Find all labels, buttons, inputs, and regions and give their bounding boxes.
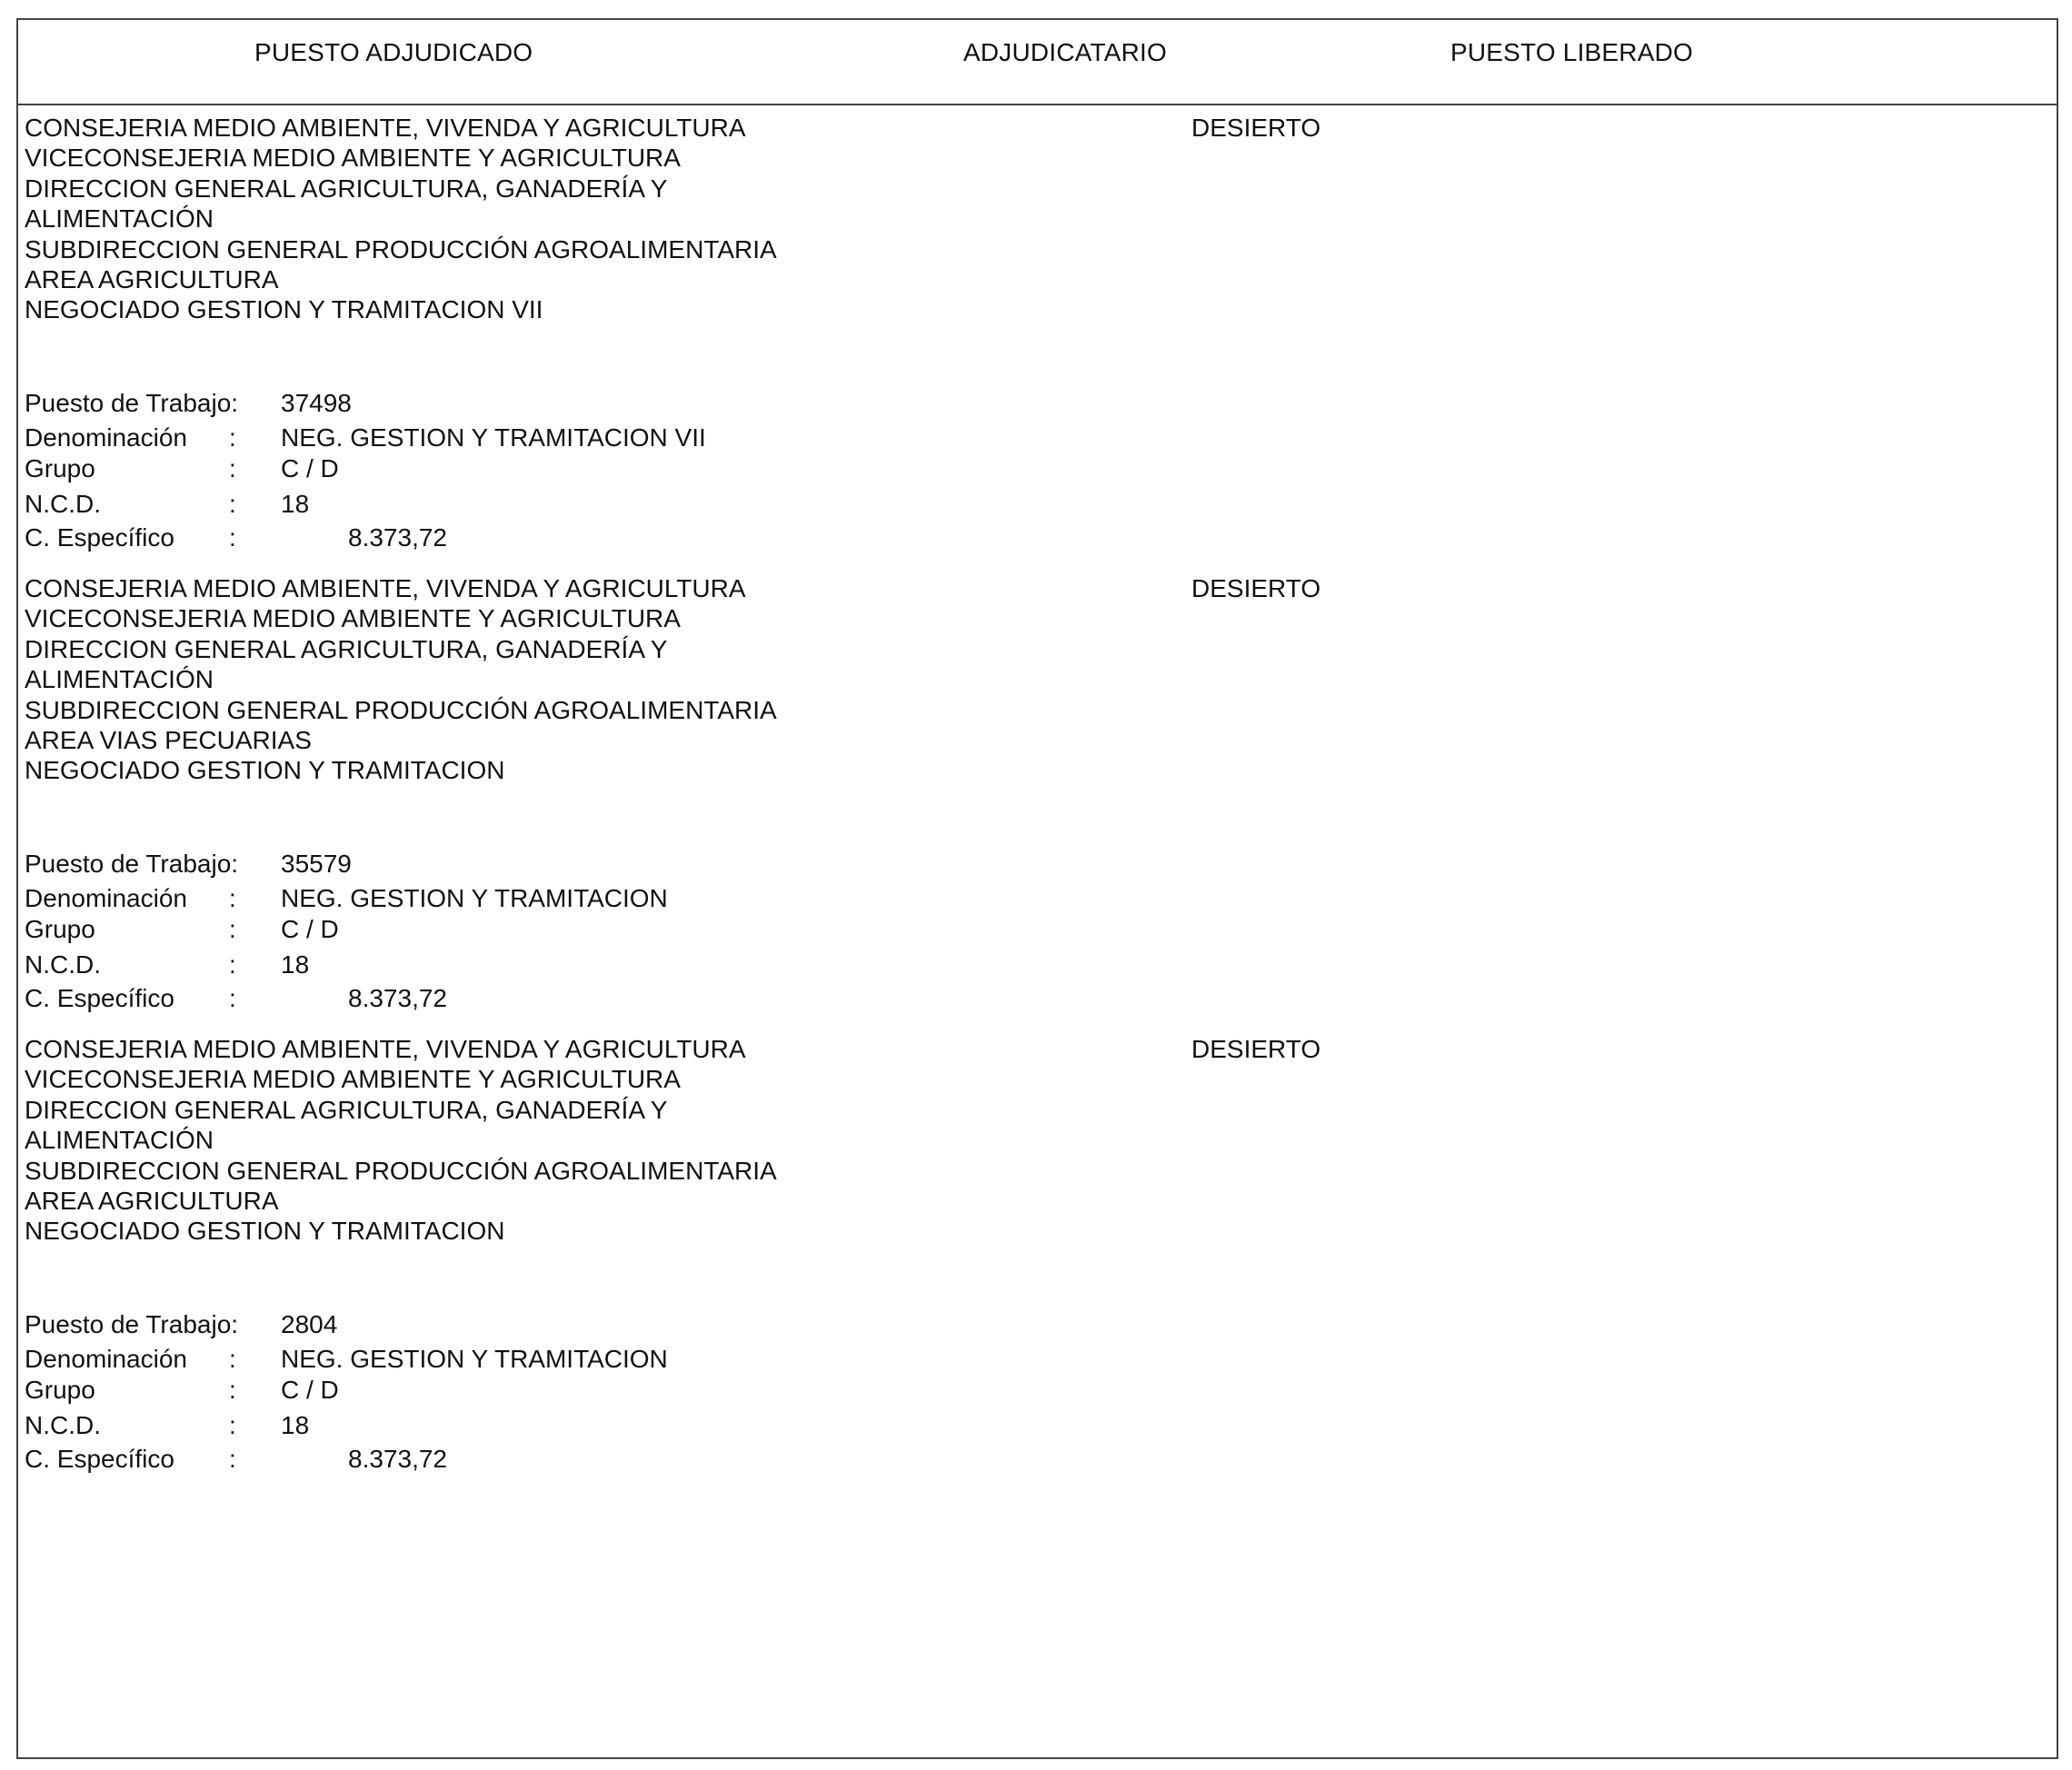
field-label: C. Específico [25,984,174,1012]
field-label: Grupo [25,454,95,482]
assignment-table [16,18,2058,1759]
especifico-value: 8.373,72 [348,984,447,1012]
field-colon: : [229,1411,236,1439]
denominacion-value: NEG. GESTION Y TRAMITACION VII [281,423,706,452]
field-label: Denominación [25,1345,187,1373]
grupo-value: C / D [281,454,339,482]
adjudicatario-value: DESIERTO [1191,114,1321,142]
org-hierarchy [25,113,777,325]
org-line: CONSEJERIA MEDIO AMBIENTE, VIVENDA Y AGRICULTURA [25,1035,746,1063]
adjudicatario-value: DESIERTO [1191,574,1321,602]
field-colon: : [229,1376,236,1404]
puesto-value: 35579 [281,850,352,878]
table-row [25,113,2042,567]
org-line: SUBDIRECCION GENERAL PRODUCCIÓN AGROALIMENTARIA [25,1156,777,1185]
especifico-value: 8.373,72 [348,523,447,552]
field-label: Denominación [25,884,187,912]
org-line: DIRECCION GENERAL AGRICULTURA, GANADERÍA Y [25,174,668,203]
org-line: CONSEJERIA MEDIO AMBIENTE, VIVENDA Y AGRICULTURA [25,114,746,142]
adjudicatario-value: DESIERTO [1191,1035,1321,1063]
header-puesto-adjudicado: PUESTO ADJUDICADO [254,38,533,66]
field-label: Denominación [25,423,187,452]
org-line: SUBDIRECCION GENERAL PRODUCCIÓN AGROALIMENTARIA [25,695,777,724]
field-label: N.C.D. [25,950,101,979]
org-line: NEGOCIADO GESTION Y TRAMITACION VII [25,295,543,324]
puesto-value: 2804 [281,1310,338,1338]
field-label: Grupo [25,915,95,943]
field-label: Puesto de Trabajo: [25,1310,239,1338]
especifico-value: 8.373,72 [348,1445,447,1473]
field-colon: : [229,1445,236,1473]
grupo-value: C / D [281,1376,339,1404]
field-colon: : [229,1345,236,1373]
field-label: N.C.D. [25,490,101,518]
org-line: AREA VIAS PECUARIAS [25,726,312,755]
ncd-value: 18 [281,950,310,979]
org-line: VICECONSEJERIA MEDIO AMBIENTE Y AGRICULTURA [25,604,681,633]
field-label: C. Específico [25,523,174,552]
org-line: ALIMENTACIÓN [25,1126,214,1155]
field-colon: : [229,884,236,912]
org-line: NEGOCIADO GESTION Y TRAMITACION [25,756,505,785]
field-colon: : [229,423,236,452]
header-adjudicatario: ADJUDICATARIO [963,38,1168,66]
org-line: ALIMENTACIÓN [25,665,214,694]
field-colon: : [229,454,236,482]
org-line: SUBDIRECCION GENERAL PRODUCCIÓN AGROALIMENTARIA [25,234,777,264]
org-line: ALIMENTACIÓN [25,204,214,234]
org-line: AREA AGRICULTURA [25,265,279,294]
field-colon: : [229,984,236,1012]
org-line: VICECONSEJERIA MEDIO AMBIENTE Y AGRICULTURA [25,144,681,173]
field-label: Grupo [25,1376,95,1404]
org-hierarchy [25,1034,777,1247]
field-colon: : [229,523,236,552]
org-hierarchy [25,573,777,786]
table-header [18,20,2057,105]
header-puesto-liberado: PUESTO LIBERADO [1450,38,1694,66]
denominacion-value: NEG. GESTION Y TRAMITACION [281,1345,668,1373]
field-label: Puesto de Trabajo: [25,850,239,878]
field-colon: : [229,915,236,943]
field-label: N.C.D. [25,1411,101,1439]
org-line: AREA AGRICULTURA [25,1187,279,1216]
org-line: NEGOCIADO GESTION Y TRAMITACION [25,1217,505,1246]
org-line: CONSEJERIA MEDIO AMBIENTE, VIVENDA Y AGRICULTURA [25,574,746,602]
field-label: C. Específico [25,1445,174,1473]
org-line: VICECONSEJERIA MEDIO AMBIENTE Y AGRICULTURA [25,1065,681,1094]
org-line: DIRECCION GENERAL AGRICULTURA, GANADERÍA Y [25,634,668,663]
table-row [25,573,2042,1028]
field-colon: : [229,950,236,979]
field-label: Puesto de Trabajo: [25,389,239,417]
denominacion-value: NEG. GESTION Y TRAMITACION [281,884,668,912]
grupo-value: C / D [281,915,339,943]
table-row [25,1034,2042,1488]
ncd-value: 18 [281,490,310,518]
org-line: DIRECCION GENERAL AGRICULTURA, GANADERÍA Y [25,1095,668,1124]
field-colon: : [229,490,236,518]
puesto-value: 37498 [281,389,352,417]
ncd-value: 18 [281,1411,310,1439]
